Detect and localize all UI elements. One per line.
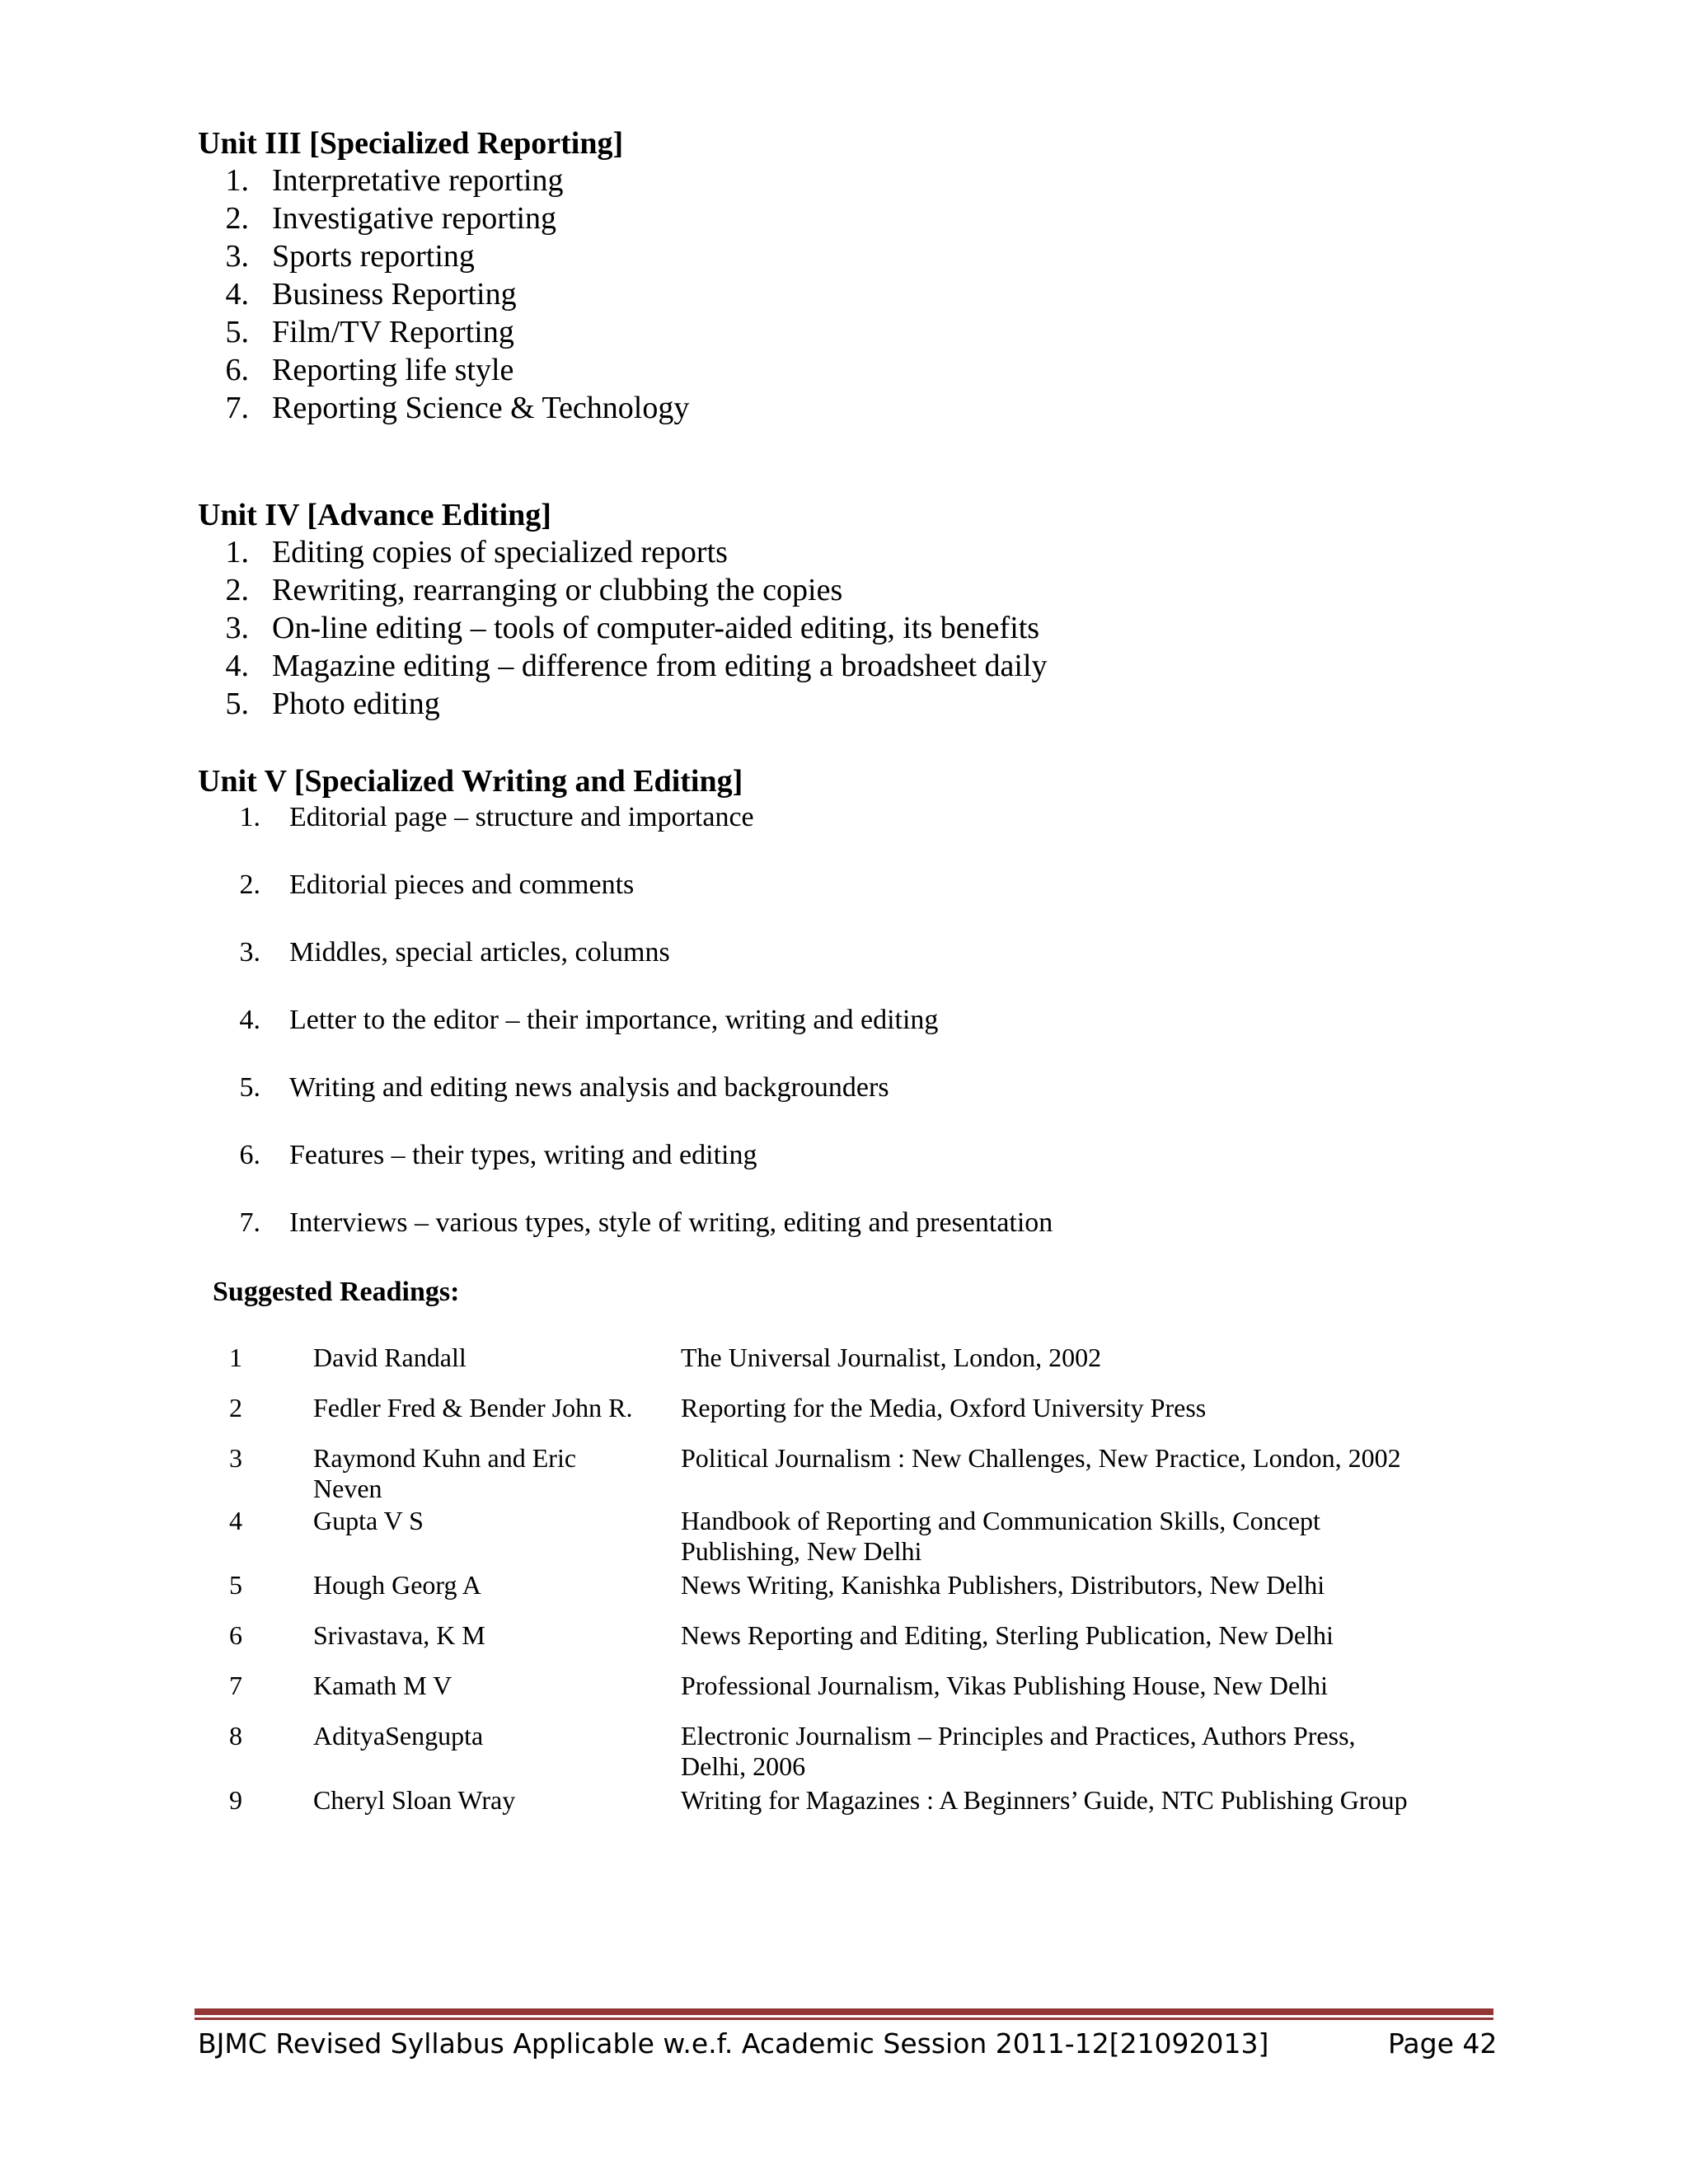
list-text: Interpretative reporting (272, 163, 564, 198)
reading-title: Reporting for the Media, Oxford University Press (681, 1393, 1207, 1422)
list-text: Investigative reporting (272, 201, 557, 236)
list-text: Editing copies of specialized reports (272, 535, 728, 569)
list-number: 3. (225, 611, 249, 645)
list-text: Photo editing (272, 687, 440, 721)
list-text: Rewriting, rearranging or clubbing the copies (272, 573, 843, 607)
list-text: Editorial pieces and comments (289, 869, 635, 900)
reading-author: Hough Georg A (313, 1570, 481, 1600)
list-text: Film/TV Reporting (272, 315, 514, 349)
list-text: Reporting life style (272, 353, 514, 387)
reading-number: 9 (229, 1785, 242, 1815)
list-number: 7. (225, 391, 249, 425)
reading-title: Political Journalism : New Challenges, New Practice, London, 2002 (681, 1443, 1401, 1473)
list-number: 4. (239, 1005, 260, 1035)
reading-title: Professional Journalism, Vikas Publishing House, New Delhi (681, 1671, 1328, 1700)
list-text: Editorial page – structure and importance (289, 802, 754, 832)
list-number: 7. (239, 1207, 260, 1238)
list-text: Reporting Science & Technology (272, 391, 690, 425)
reading-author: David Randall (313, 1343, 467, 1372)
list-number: 2. (225, 573, 249, 607)
list-text: Business Reporting (272, 277, 517, 312)
reading-number: 5 (229, 1570, 242, 1600)
list-number: 3. (239, 937, 260, 968)
footer-rule (195, 2008, 1493, 2015)
reading-author: Raymond Kuhn and Eric Neven (313, 1443, 577, 1503)
list-number: 2. (225, 201, 249, 236)
reading-number: 3 (229, 1443, 242, 1473)
reading-number: 2 (229, 1393, 242, 1422)
list-text: Writing and editing news analysis and backgrounders (289, 1072, 889, 1103)
reading-title: Writing for Magazines : A Beginners’ Guide, NTC Publishing Group (681, 1785, 1408, 1815)
list-number: 4. (225, 277, 249, 312)
list-text: Middles, special articles, columns (289, 937, 670, 968)
reading-title: Electronic Journalism – Principles and Practices, Authors Press, Delhi, 2006 (681, 1721, 1356, 1781)
suggested-readings-heading: Suggested Readings: (213, 1277, 460, 1307)
reading-author: Fedler Fred & Bender John R. (313, 1393, 633, 1422)
list-number: 4. (225, 649, 249, 683)
list-text: Features – their types, writing and editing (289, 1140, 757, 1170)
reading-number: 6 (229, 1620, 242, 1650)
list-number: 5. (225, 687, 249, 721)
reading-author: Srivastava, K M (313, 1620, 485, 1650)
unit-5-heading: Unit V [Specialized Writing and Editing] (198, 764, 743, 799)
reading-number: 1 (229, 1343, 242, 1372)
reading-title: News Reporting and Editing, Sterling Publication, New Delhi (681, 1620, 1334, 1650)
reading-number: 4 (229, 1506, 242, 1535)
list-number: 3. (225, 239, 249, 274)
list-number: 1. (225, 535, 249, 569)
reading-number: 7 (229, 1671, 242, 1700)
list-text: Interviews – various types, style of writing, editing and presentation (289, 1207, 1053, 1238)
footer-text: BJMC Revised Syllabus Applicable w.e.f. Academic Session 2011-12[21092013] (198, 2027, 1269, 2060)
list-number: 6. (239, 1140, 260, 1170)
reading-author: Gupta V S (313, 1506, 424, 1535)
list-number: 2. (239, 869, 260, 900)
list-text: Letter to the editor – their importance, writing and editing (289, 1005, 939, 1035)
unit-4-heading: Unit IV [Advance Editing] (198, 498, 551, 532)
reading-title: Handbook of Reporting and Communication Skills, Concept Publishing, New Delhi (681, 1506, 1320, 1566)
reading-author: AdityaSengupta (313, 1721, 484, 1750)
list-text: Sports reporting (272, 239, 475, 274)
reading-author: Cheryl Sloan Wray (313, 1785, 516, 1815)
list-number: 5. (225, 315, 249, 349)
list-number: 1. (225, 163, 249, 198)
reading-number: 8 (229, 1721, 242, 1750)
reading-title: The Universal Journalist, London, 2002 (681, 1343, 1102, 1372)
list-text: Magazine editing – difference from editing a broadsheet daily (272, 649, 1048, 683)
list-number: 6. (225, 353, 249, 387)
footer-rule-thin (195, 2018, 1493, 2020)
list-text: On-line editing – tools of computer-aided editing, its benefits (272, 611, 1040, 645)
page-number: Page 42 (1388, 2027, 1498, 2060)
list-number: 1. (239, 802, 260, 832)
reading-title: News Writing, Kanishka Publishers, Distributors, New Delhi (681, 1570, 1325, 1600)
unit-3-heading: Unit III [Specialized Reporting] (198, 126, 624, 161)
list-number: 5. (239, 1072, 260, 1103)
reading-author: Kamath M V (313, 1671, 452, 1700)
